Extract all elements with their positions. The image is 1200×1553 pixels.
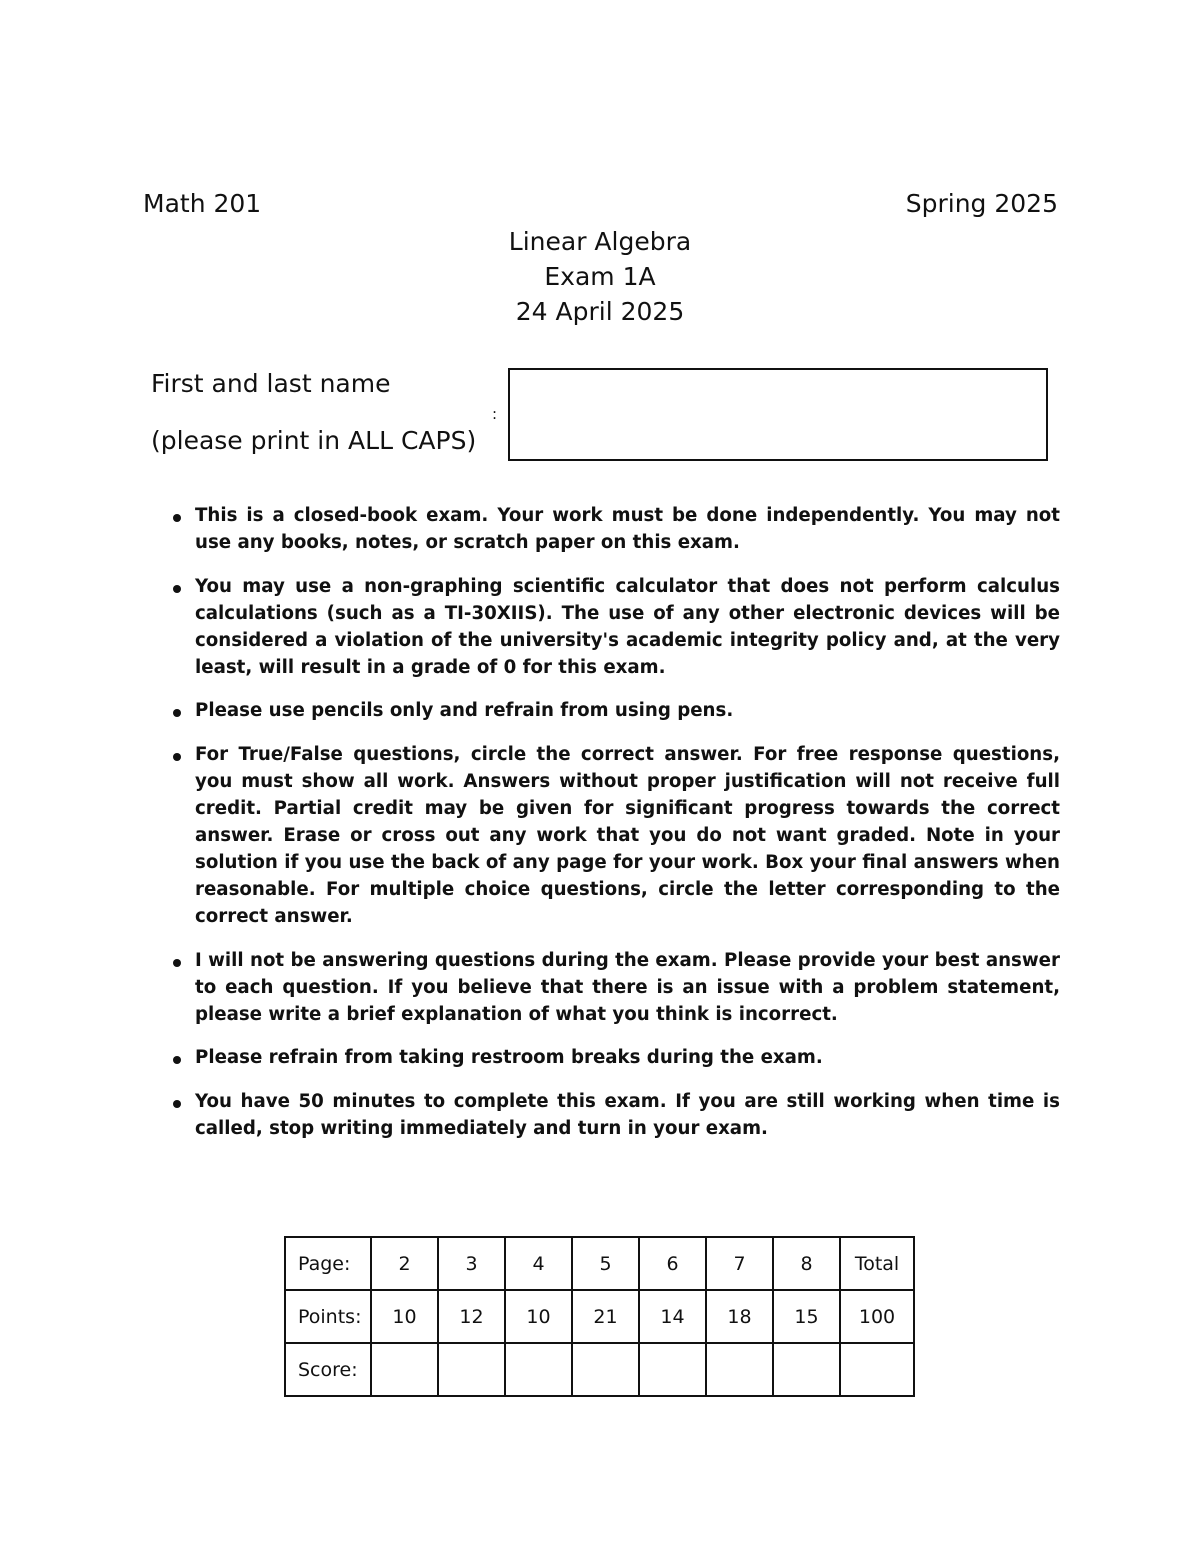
name-label: First and last name bbox=[151, 369, 391, 398]
name-colon: : bbox=[492, 405, 498, 423]
points-row bbox=[285, 1290, 914, 1343]
score-cell[interactable] bbox=[639, 1343, 706, 1396]
exam-date: 24 April 2025 bbox=[515, 297, 685, 326]
points-row-label: Points: bbox=[285, 1290, 371, 1343]
points-cell: 12 bbox=[438, 1290, 505, 1343]
points-cell: 15 bbox=[773, 1290, 840, 1343]
page-cell: 5 bbox=[572, 1237, 639, 1290]
rule-text: For True/False questions, circle the correct answer. For free response questions, you must show all work. Answers without proper justification will not receive full credit. Partial credit may be given for significant progress towards the correct answer. Erase or cross out any work that you do not want graded. Note in your solution if you use the back of any page for your work. Box your final answers when reasonable. For multiple choice questions, circle the letter corresponding to the correct answer. bbox=[195, 744, 1060, 927]
rule-text: I will not be answering questions during the exam. Please provide your best answer to each question. If you believe that there is an issue with a problem statement, please write a brief explanation of what you think is incorrect. bbox=[195, 949, 1060, 1025]
bullet-icon bbox=[173, 1100, 181, 1108]
score-cell[interactable] bbox=[371, 1343, 438, 1396]
page-cell-total: Total bbox=[840, 1237, 914, 1290]
name-input-box[interactable] bbox=[508, 368, 1048, 461]
score-cell[interactable] bbox=[505, 1343, 572, 1396]
points-cell: 10 bbox=[505, 1290, 572, 1343]
score-cell[interactable] bbox=[438, 1343, 505, 1396]
exam-title: Exam 1A bbox=[544, 262, 656, 291]
bullet-icon bbox=[173, 585, 181, 593]
points-cell: 14 bbox=[639, 1290, 706, 1343]
exam-rules-list bbox=[173, 503, 1060, 1160]
bullet-icon bbox=[173, 1056, 181, 1064]
name-instruction: (please print in ALL CAPS) bbox=[151, 426, 477, 455]
rule-text: Please use pencils only and refrain from using pens. bbox=[195, 700, 734, 722]
page-cell: 6 bbox=[639, 1237, 706, 1290]
rule-item bbox=[173, 698, 1060, 725]
subject-title: Linear Algebra bbox=[508, 227, 692, 256]
score-table bbox=[284, 1236, 915, 1397]
score-row bbox=[285, 1343, 914, 1396]
points-cell: 21 bbox=[572, 1290, 639, 1343]
title-block bbox=[0, 224, 1200, 329]
page-row bbox=[285, 1237, 914, 1290]
points-cell-total: 100 bbox=[840, 1290, 914, 1343]
page-cell: 2 bbox=[371, 1237, 438, 1290]
score-row-label: Score: bbox=[285, 1343, 371, 1396]
points-cell: 10 bbox=[371, 1290, 438, 1343]
rule-text: This is a closed-book exam. Your work must be done independently. You may not use any books, notes, or scratch paper on this exam. bbox=[195, 505, 1060, 553]
rule-item bbox=[173, 1089, 1060, 1143]
rule-text: You have 50 minutes to complete this exam. If you are still working when time is called, stop writing immediately and turn in your exam. bbox=[195, 1091, 1060, 1140]
bullet-icon bbox=[173, 514, 181, 522]
rule-text: You may use a non-graphing scientific calculator that does not perform calculus calculations (such as a TI-30XIIS). The use of any other electronic devices will be considered a violation of the university's academic integrity policy and, at the very least, will result in a grade of 0 for this exam. bbox=[195, 575, 1060, 678]
course-name: Math 201 bbox=[143, 189, 262, 218]
rule-item bbox=[173, 503, 1060, 557]
page-cell: 3 bbox=[438, 1237, 505, 1290]
bullet-icon bbox=[173, 959, 181, 967]
rule-item bbox=[173, 742, 1060, 930]
rule-text: Please refrain from taking restroom breaks during the exam. bbox=[195, 1047, 823, 1069]
score-cell-total[interactable] bbox=[840, 1343, 914, 1396]
bullet-icon bbox=[173, 709, 181, 717]
bullet-icon bbox=[173, 753, 181, 761]
page-row-label: Page: bbox=[285, 1237, 371, 1290]
term: Spring 2025 bbox=[905, 189, 1058, 218]
points-cell: 18 bbox=[706, 1290, 773, 1343]
page-cell: 7 bbox=[706, 1237, 773, 1290]
score-cell[interactable] bbox=[706, 1343, 773, 1396]
rule-item bbox=[173, 1045, 1060, 1072]
page-cell: 4 bbox=[505, 1237, 572, 1290]
rule-item bbox=[173, 574, 1060, 682]
page-cell: 8 bbox=[773, 1237, 840, 1290]
score-cell[interactable] bbox=[572, 1343, 639, 1396]
rule-item bbox=[173, 948, 1060, 1029]
score-cell[interactable] bbox=[773, 1343, 840, 1396]
